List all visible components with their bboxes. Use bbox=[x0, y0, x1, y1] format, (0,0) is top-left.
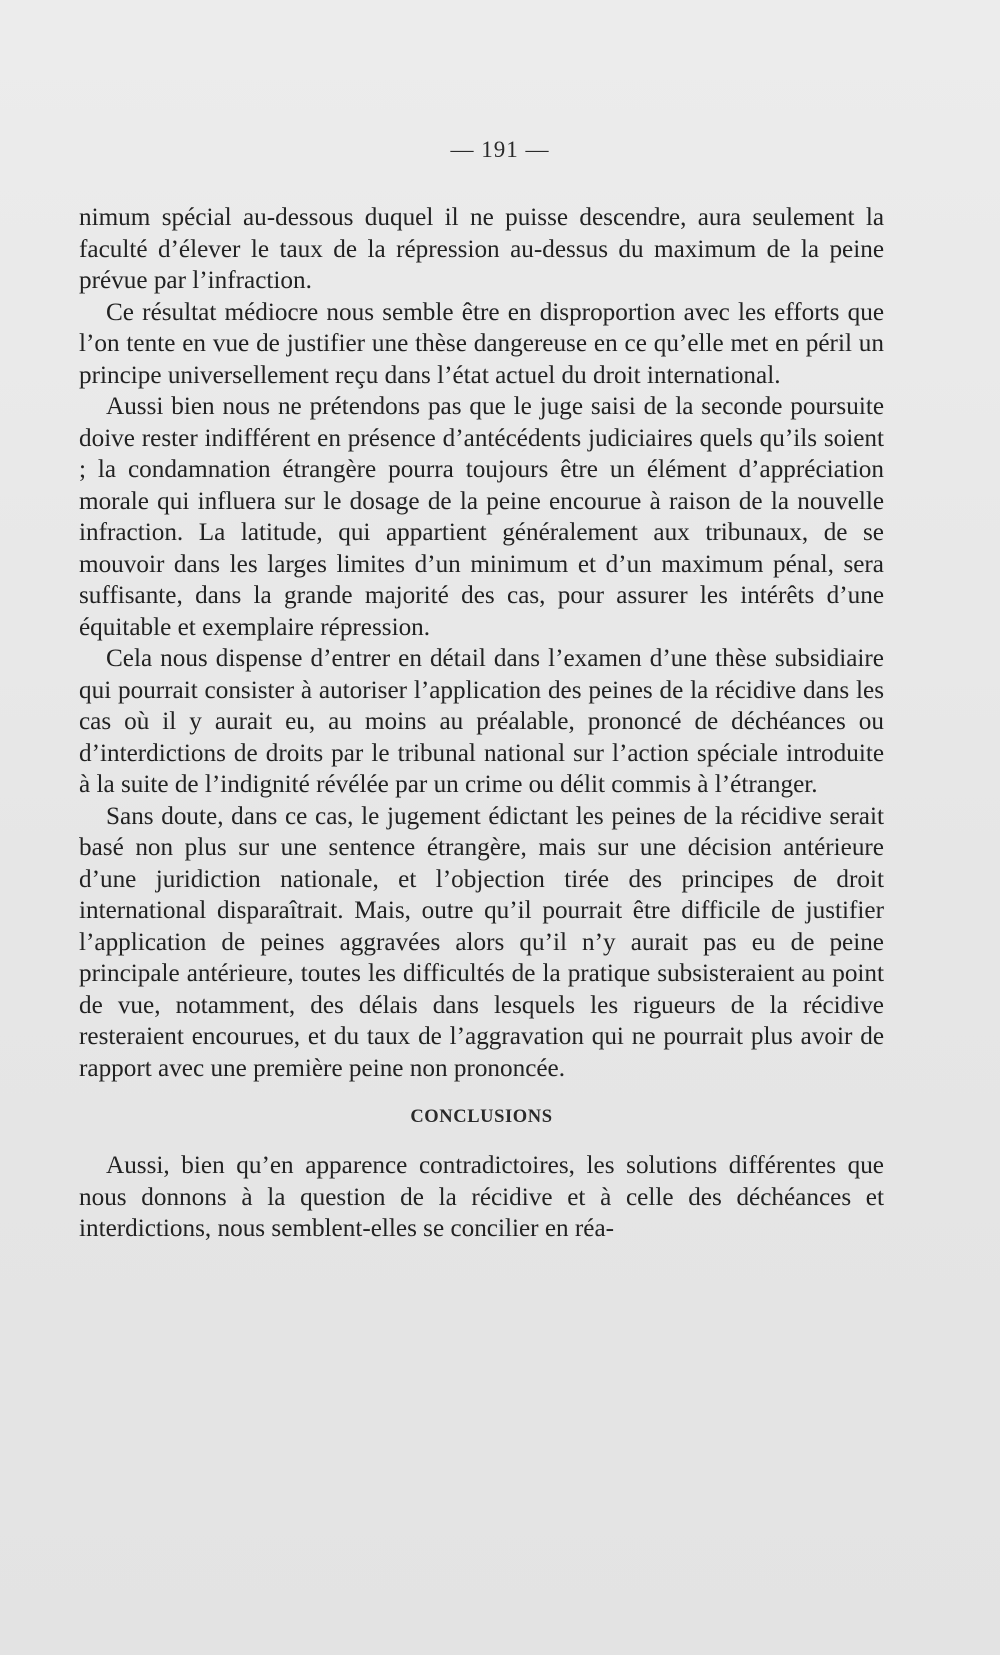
page-number: — 191 — bbox=[450, 137, 550, 162]
paragraph-3: Aussi bien nous ne prétendons pas que le juge saisi de la seconde poursuite doive rester indifférent en présence d’antécédents judiciaires quels qu’ils soient ; la condamnation étrangère pourra toujours être un élément d’appréciation morale qui influera sur le dosage de la peine encourue à raison de la nouvelle infraction. La latitude, qui appartient généralement aux tribunaux, de se mouvoir dans les larges limites d’un minimum et d’un maximum pénal, sera suffisante, dans la grande majorité des cas, pour assurer les intérêts d’une équitable et exemplaire répression. bbox=[79, 393, 884, 641]
paragraph-4: Cela nous dispense d’entrer en détail dans l’examen d’une thèse subsidiaire qui pourrait consister à autoriser l’application des peines de la récidive dans les cas où il y aurait eu, au moins au préalable, prononcé de déchéances ou d’interdictions de droits par le tribunal national sur l’action spéciale introduite à la suite de l’indignité révélée par un crime ou délit commis à l’étranger. bbox=[79, 645, 884, 798]
paragraph-6: Aussi, bien qu’en apparence contradictoires, les solutions différentes que nous donnons à la question de la récidive et à celle des déchéances et interdictions, nous semblent-elles se concilier en réa- bbox=[79, 1152, 884, 1242]
paragraph-1: nimum spécial au-dessous duquel il ne puisse descendre, aura seulement la faculté d’élever le taux de la répression au-dessus du maximum de la peine prévue par l’infraction. bbox=[79, 204, 884, 294]
paragraph-5: Sans doute, dans ce cas, le jugement édictant les peines de la récidive serait basé non plus sur une sentence étrangère, mais sur une décision antérieure d’une juridiction nationale, et l’objection tirée des principes de droit international disparaîtrait. Mais, outre qu’il pourrait être difficile de justifier l’application de peines aggravées alors qu’il n’y aurait pas eu de peine principale antérieure, toutes les difficultés de la pratique subsisteraient au point de vue, notamment, des délais dans lesquels les rigueurs de la récidive resteraient encourues, et du taux de l’aggravation qui ne pourrait plus avoir de rapport avec une première peine non prononcée. bbox=[79, 802, 884, 1082]
paragraph-2: Ce résultat médiocre nous semble être en disproportion avec les efforts que l’on tente en vue de justifier une thèse dangereuse en ce qu’elle met en péril un principe universellement reçu dans l’état actuel du droit international. bbox=[79, 298, 884, 389]
section-heading: CONCLUSIONS bbox=[410, 1107, 553, 1127]
page-body bbox=[79, 202, 884, 1245]
